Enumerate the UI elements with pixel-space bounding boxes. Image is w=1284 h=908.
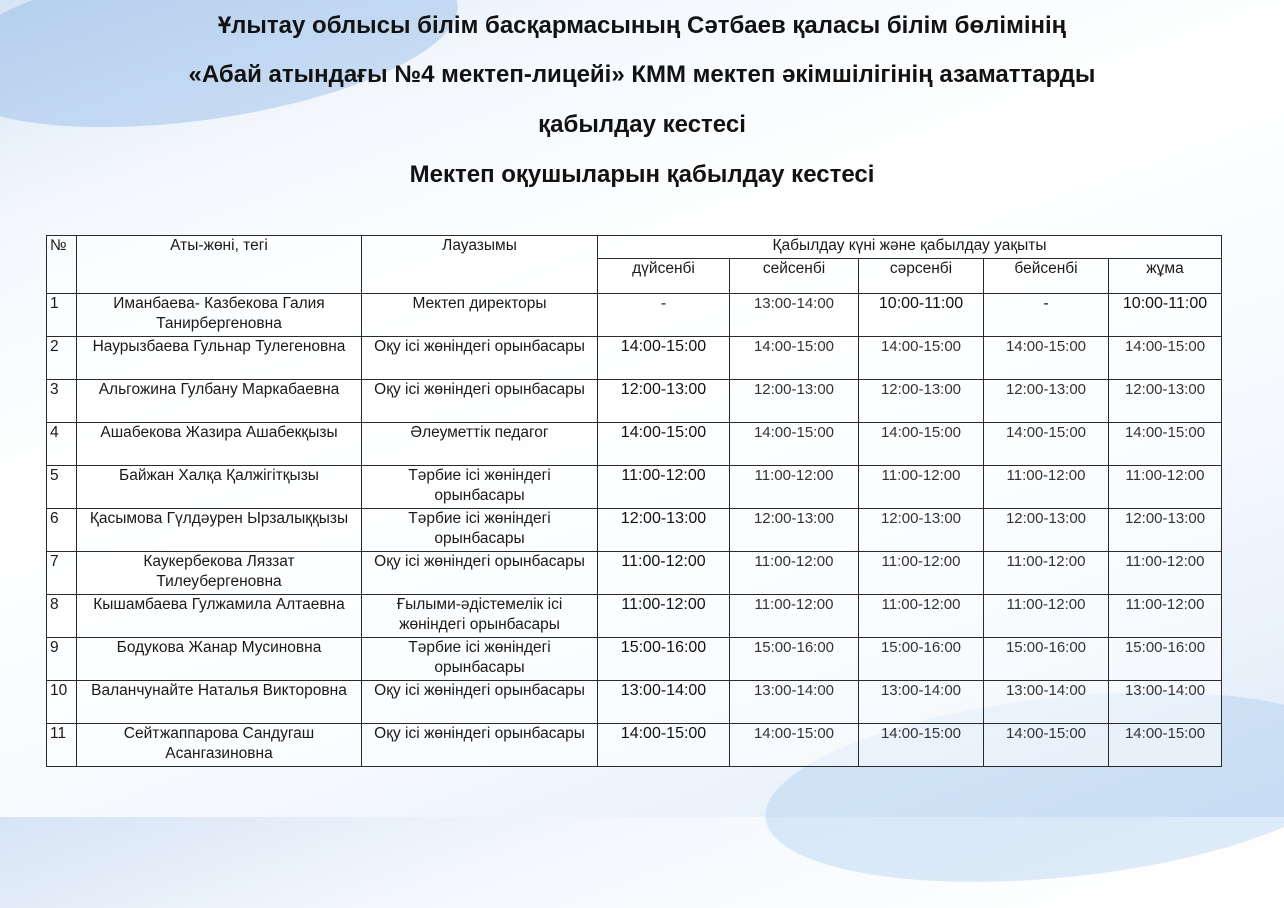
header-thursday: бейсенбі <box>984 259 1109 294</box>
header-monday: дүйсенбі <box>598 259 730 294</box>
header-position: Лауазымы <box>362 236 598 294</box>
person-name: Кышамбаева Гулжамила Алтаевна <box>77 595 362 638</box>
reception-time-cell: 14:00-15:00 <box>984 423 1109 466</box>
reception-time-cell: 14:00-15:00 <box>730 724 859 767</box>
subtitle: Мектеп оқушыларын қабылдау кестесі <box>409 161 875 188</box>
reception-time-cell: 11:00-12:00 <box>730 595 859 638</box>
reception-time-cell: 11:00-12:00 <box>984 595 1109 638</box>
reception-schedule-table <box>46 235 1222 767</box>
person-position: Ғылыми-әдістемелік ісі жөніндегі орынбасары <box>362 595 598 638</box>
table-row <box>47 724 1222 767</box>
reception-time-cell: 14:00-15:00 <box>984 337 1109 380</box>
person-position: Оқу ісі жөніндегі орынбасары <box>362 552 598 595</box>
header-tuesday: сейсенбі <box>730 259 859 294</box>
person-name: Сейтжаппарова Сандугаш Асангазиновна <box>77 724 362 767</box>
reception-time-cell: 14:00-15:00 <box>598 337 730 380</box>
reception-time-cell: - <box>984 294 1109 337</box>
reception-time-cell: 14:00-15:00 <box>984 724 1109 767</box>
reception-time-cell: 11:00-12:00 <box>1109 466 1222 509</box>
header-friday: жұма <box>1109 259 1222 294</box>
reception-time-cell: 13:00-14:00 <box>730 681 859 724</box>
reception-time-cell: 14:00-15:00 <box>598 423 730 466</box>
reception-time-cell: 11:00-12:00 <box>730 552 859 595</box>
reception-time-cell: 15:00-16:00 <box>984 638 1109 681</box>
person-name: Наурызбаева Гульнар Тулегеновна <box>77 337 362 380</box>
reception-time-cell: 12:00-13:00 <box>859 380 984 423</box>
title-line-3: қабылдау кестесі <box>538 111 746 138</box>
row-number: 2 <box>47 337 77 380</box>
reception-time-cell: 14:00-15:00 <box>730 337 859 380</box>
reception-time-cell: 11:00-12:00 <box>598 552 730 595</box>
reception-time-cell: 14:00-15:00 <box>598 724 730 767</box>
reception-time-cell: 12:00-13:00 <box>984 380 1109 423</box>
header-num: № <box>47 236 77 294</box>
row-number: 9 <box>47 638 77 681</box>
reception-time-cell: 11:00-12:00 <box>859 552 984 595</box>
reception-time-cell: 11:00-12:00 <box>859 466 984 509</box>
reception-time-cell: 12:00-13:00 <box>598 509 730 552</box>
person-position: Оқу ісі жөніндегі орынбасары <box>362 681 598 724</box>
person-name: Байжан Халқа Қалжігітқызы <box>77 466 362 509</box>
reception-time-cell: 14:00-15:00 <box>859 337 984 380</box>
reception-time-cell: 11:00-12:00 <box>730 466 859 509</box>
reception-time-cell: 12:00-13:00 <box>859 509 984 552</box>
reception-time-cell: 15:00-16:00 <box>598 638 730 681</box>
row-number: 11 <box>47 724 77 767</box>
table-row <box>47 380 1222 423</box>
row-number: 1 <box>47 294 77 337</box>
header-reception-time: Қабылдау күні және қабылдау уақыты <box>598 236 1222 259</box>
person-name: Каукербекова Ляззат Тилеубергеновна <box>77 552 362 595</box>
person-position: Оқу ісі жөніндегі орынбасары <box>362 724 598 767</box>
title-line-1: Ұлытау облысы білім басқармасының Сәтбаев қаласы білім бөлімінің <box>217 12 1067 39</box>
person-name: Валанчунайте Наталья Викторовна <box>77 681 362 724</box>
table-row <box>47 423 1222 466</box>
person-name: Ашабекова Жазира Ашабекқызы <box>77 423 362 466</box>
reception-time-cell: 14:00-15:00 <box>730 423 859 466</box>
reception-time-cell: 11:00-12:00 <box>1109 552 1222 595</box>
reception-time-cell: 11:00-12:00 <box>1109 595 1222 638</box>
reception-time-cell: 13:00-14:00 <box>859 681 984 724</box>
reception-time-cell: 11:00-12:00 <box>598 466 730 509</box>
row-number: 10 <box>47 681 77 724</box>
table-row <box>47 294 1222 337</box>
person-position: Тәрбие ісі жөніндегі орынбасары <box>362 638 598 681</box>
row-number: 5 <box>47 466 77 509</box>
reception-time-cell: 12:00-13:00 <box>730 509 859 552</box>
reception-time-cell: 13:00-14:00 <box>730 294 859 337</box>
table-row <box>47 466 1222 509</box>
header-name: Аты-жөні, тегі <box>77 236 362 294</box>
row-number: 4 <box>47 423 77 466</box>
table-row <box>47 681 1222 724</box>
row-number: 8 <box>47 595 77 638</box>
reception-time-cell: 11:00-12:00 <box>859 595 984 638</box>
person-name: Альгожина Гулбану Маркабаевна <box>77 380 362 423</box>
reception-time-cell: 11:00-12:00 <box>598 595 730 638</box>
reception-time-cell: 11:00-12:00 <box>984 466 1109 509</box>
person-name: Иманбаева- Казбекова Галия Танирбергеновна <box>77 294 362 337</box>
table-row <box>47 337 1222 380</box>
person-name: Бодукова Жанар Мусиновна <box>77 638 362 681</box>
person-position: Тәрбие ісі жөніндегі орынбасары <box>362 509 598 552</box>
person-position: Оқу ісі жөніндегі орынбасары <box>362 380 598 423</box>
row-number: 3 <box>47 380 77 423</box>
reception-time-cell: - <box>598 294 730 337</box>
table-body <box>47 294 1222 767</box>
reception-time-cell: 12:00-13:00 <box>730 380 859 423</box>
table-row <box>47 595 1222 638</box>
row-number: 7 <box>47 552 77 595</box>
reception-time-cell: 10:00-11:00 <box>859 294 984 337</box>
reception-time-cell: 14:00-15:00 <box>1109 724 1222 767</box>
table-row <box>47 509 1222 552</box>
reception-time-cell: 11:00-12:00 <box>984 552 1109 595</box>
person-position: Оқу ісі жөніндегі орынбасары <box>362 337 598 380</box>
reception-time-cell: 12:00-13:00 <box>1109 509 1222 552</box>
reception-time-cell: 15:00-16:00 <box>1109 638 1222 681</box>
header-wednesday: сәрсенбі <box>859 259 984 294</box>
reception-time-cell: 14:00-15:00 <box>1109 423 1222 466</box>
title-line-2: «Абай атындағы №4 мектеп-лицейі» КММ мектеп әкімшілігінің азаматтарды <box>188 61 1096 88</box>
reception-time-cell: 10:00-11:00 <box>1109 294 1222 337</box>
header-row <box>47 236 1222 259</box>
reception-time-cell: 12:00-13:00 <box>984 509 1109 552</box>
reception-time-cell: 15:00-16:00 <box>730 638 859 681</box>
person-position: Әлеуметтік педагог <box>362 423 598 466</box>
reception-time-cell: 13:00-14:00 <box>1109 681 1222 724</box>
reception-time-cell: 12:00-13:00 <box>598 380 730 423</box>
reception-time-cell: 14:00-15:00 <box>1109 337 1222 380</box>
reception-time-cell: 15:00-16:00 <box>859 638 984 681</box>
person-name: Қасымова Гүлдәурен Ырзалыққызы <box>77 509 362 552</box>
reception-time-cell: 12:00-13:00 <box>1109 380 1222 423</box>
person-position: Тәрбие ісі жөніндегі орынбасары <box>362 466 598 509</box>
reception-time-cell: 13:00-14:00 <box>598 681 730 724</box>
person-position: Мектеп директоры <box>362 294 598 337</box>
reception-time-cell: 14:00-15:00 <box>859 724 984 767</box>
row-number: 6 <box>47 509 77 552</box>
reception-time-cell: 14:00-15:00 <box>859 423 984 466</box>
reception-time-cell: 13:00-14:00 <box>984 681 1109 724</box>
table-row <box>47 638 1222 681</box>
table-row <box>47 552 1222 595</box>
